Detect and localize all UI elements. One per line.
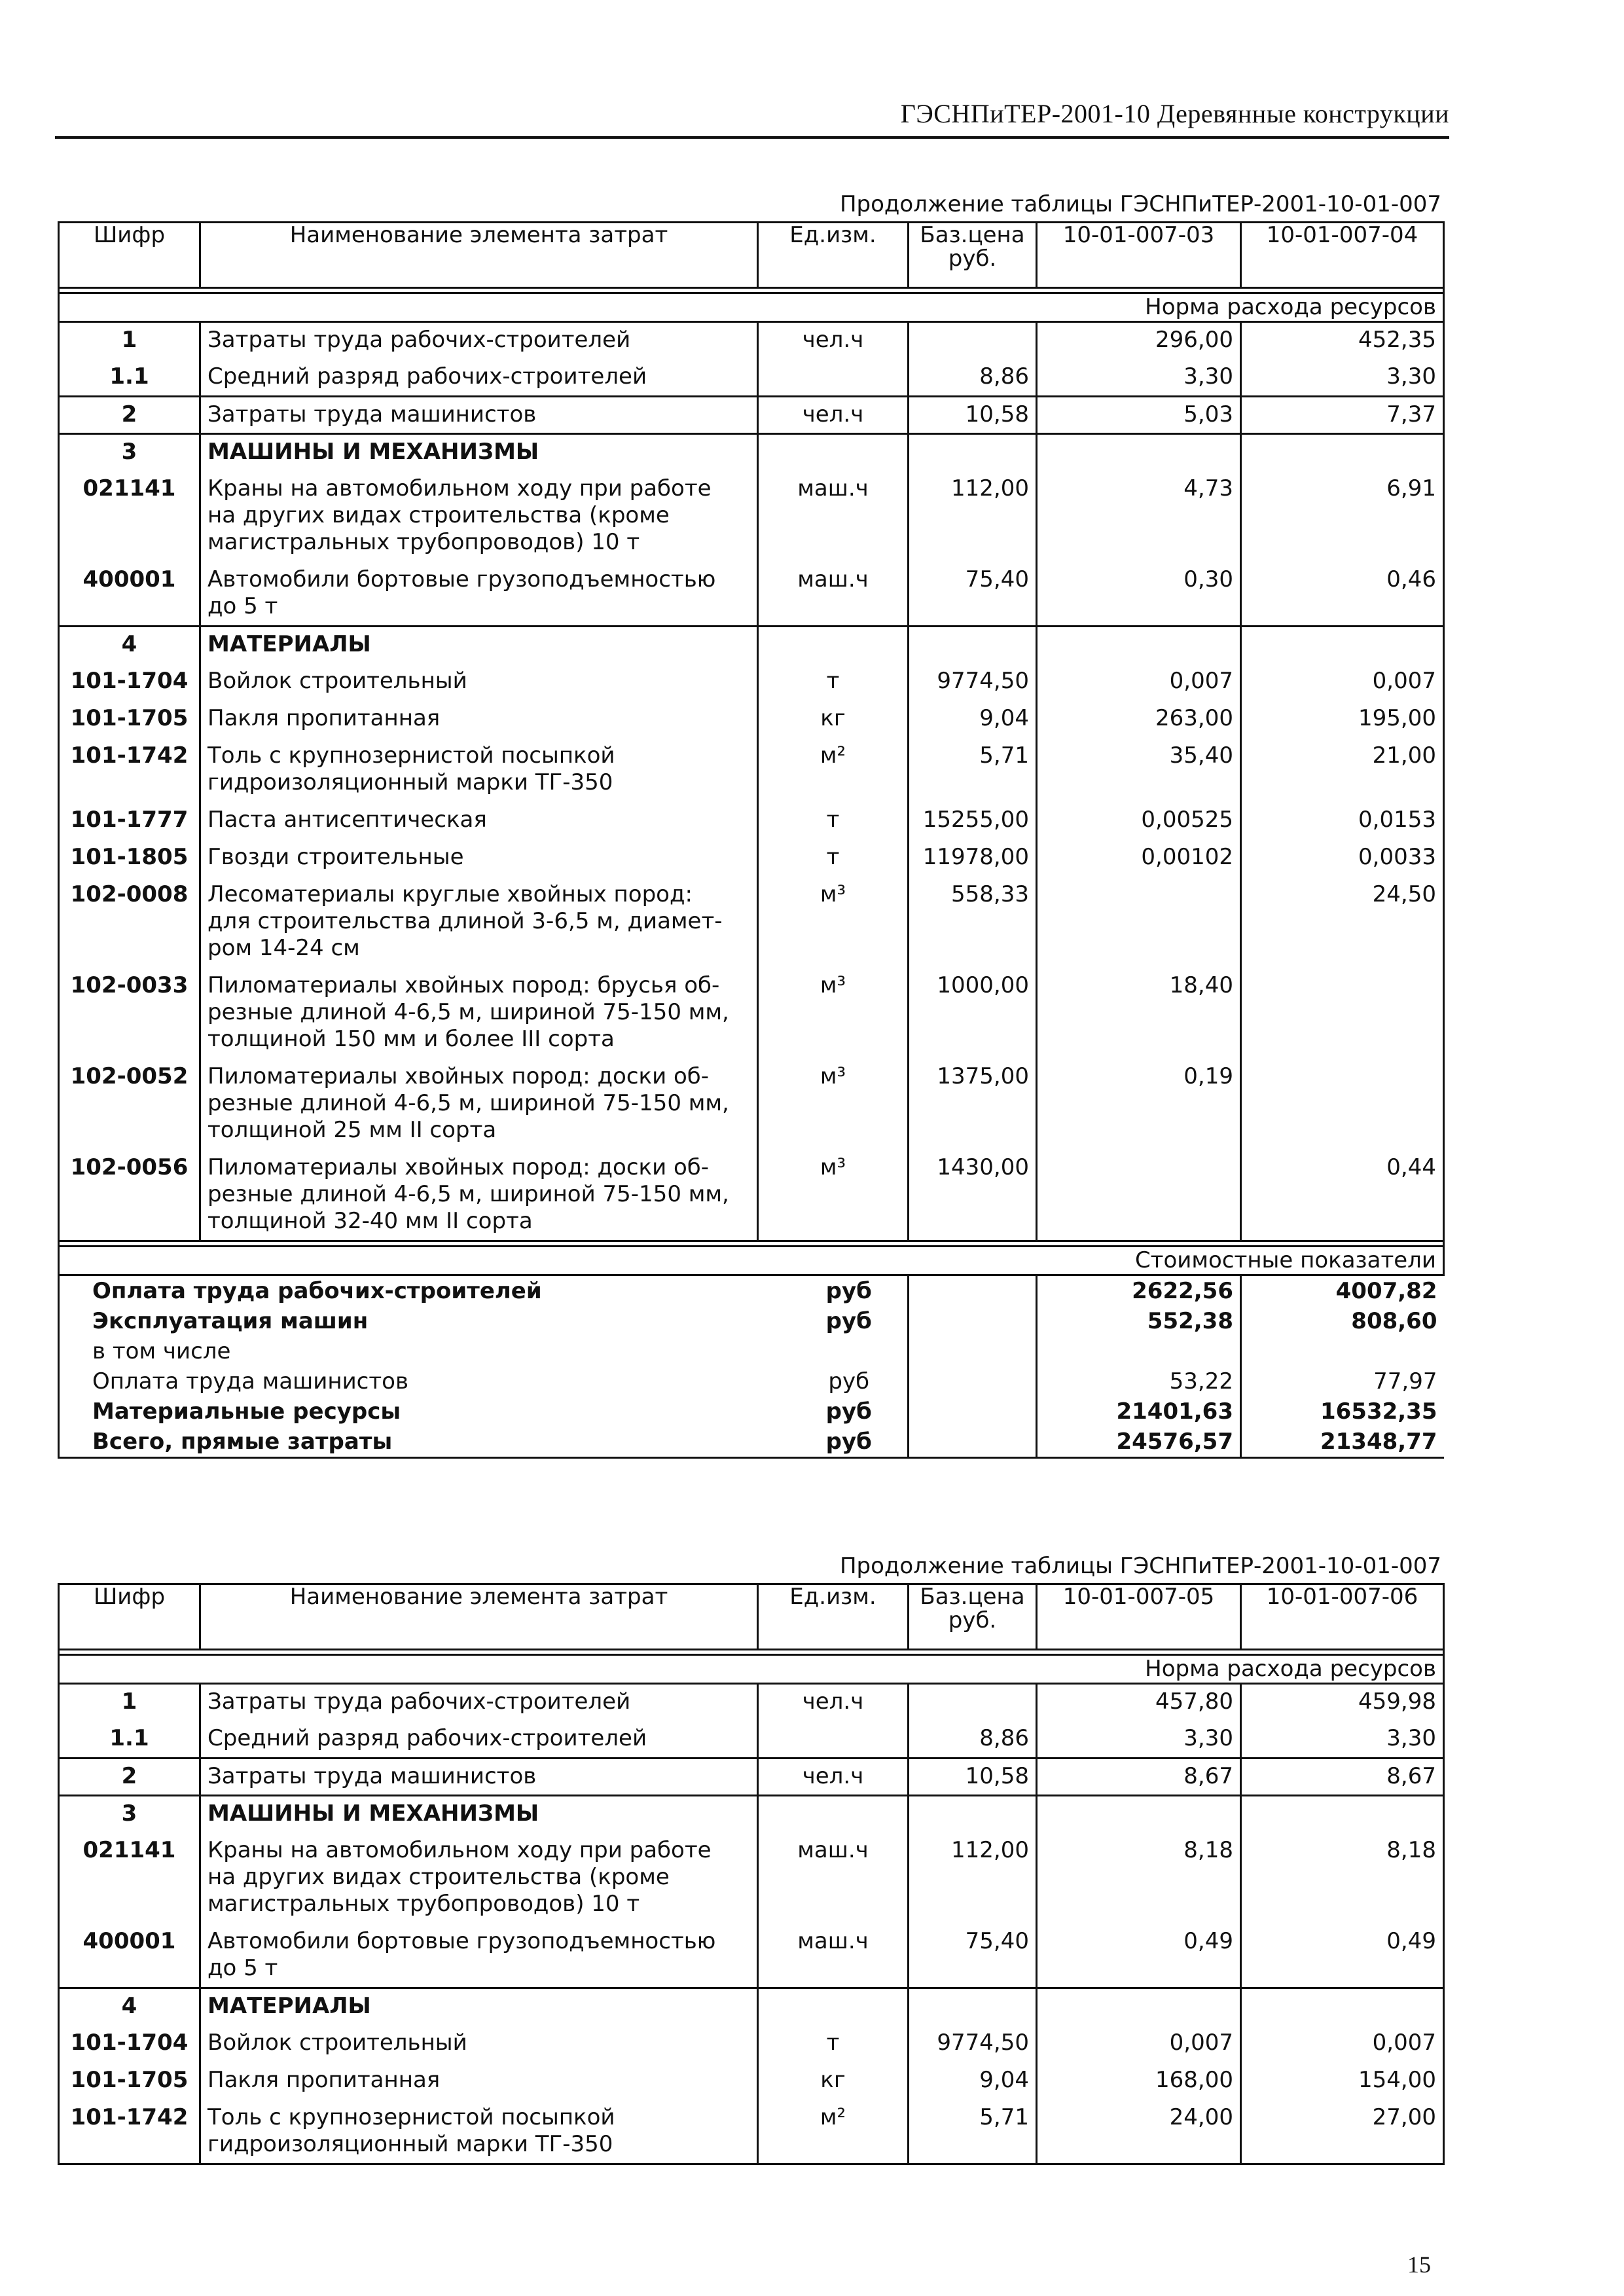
cell-v2: 0,44 bbox=[1241, 1150, 1444, 1241]
cell-price: 75,40 bbox=[909, 1924, 1037, 1988]
cell-v1: 3,30 bbox=[1037, 1721, 1241, 1758]
cell-v2: 0,49 bbox=[1241, 1924, 1444, 1988]
col-header-code: Шифр bbox=[59, 1584, 200, 1650]
cell-price: 112,00 bbox=[909, 471, 1037, 562]
table-row bbox=[59, 1758, 1444, 1796]
cell-name: Войлок строительный bbox=[200, 664, 758, 701]
cell-v1 bbox=[1037, 1796, 1241, 1833]
table-row bbox=[59, 2100, 1444, 2164]
cell-code: 101-1805 bbox=[59, 840, 200, 877]
cell-code: 101-1704 bbox=[59, 2026, 200, 2063]
cell-v1: 18,40 bbox=[1037, 968, 1241, 1059]
cell-code: 102-0033 bbox=[59, 968, 200, 1059]
cell-price bbox=[909, 627, 1037, 664]
cell-name: Пиломатериалы хвойных пород: доски об- резные длиной 4-6,5 м, шириной 75-150 мм, толщиной 32-40 мм II сорта bbox=[200, 1150, 758, 1241]
cell-unit bbox=[758, 1796, 909, 1833]
cell-unit bbox=[758, 434, 909, 471]
cell-unit: чел.ч bbox=[758, 1758, 909, 1796]
table-b bbox=[58, 1583, 1445, 2165]
totals-v1: 21401,63 bbox=[1037, 1396, 1241, 1427]
col-header-v1: 10-01-007-03 bbox=[1037, 223, 1241, 288]
cell-price: 9,04 bbox=[909, 2063, 1037, 2100]
cell-name: Краны на автомобильном ходу при работе на других видах строительства (кроме магистральных трубопроводов) 10 т bbox=[200, 1833, 758, 1924]
totals-unit: руб bbox=[758, 1427, 909, 1458]
cell-v1: 168,00 bbox=[1037, 2063, 1241, 2100]
cell-v2: 8,67 bbox=[1241, 1758, 1444, 1796]
table-row bbox=[59, 1150, 1444, 1241]
totals-row bbox=[59, 1396, 1444, 1427]
col-header-name: Наименование элемента затрат bbox=[200, 223, 758, 288]
table-row bbox=[59, 877, 1444, 968]
cell-v1 bbox=[1037, 1150, 1241, 1241]
col-header-price: Баз.цена руб. bbox=[909, 1584, 1037, 1650]
cell-unit: м³ bbox=[758, 1150, 909, 1241]
totals-v2: 77,97 bbox=[1241, 1366, 1444, 1396]
cell-name: Пиломатериалы хвойных пород: брусья об- резные длиной 4-6,5 м, шириной 75-150 мм, толщиной 150 мм и более III сорта bbox=[200, 968, 758, 1059]
cell-v2 bbox=[1241, 434, 1444, 471]
table-a-norma-row bbox=[59, 293, 1444, 322]
table-row bbox=[59, 434, 1444, 471]
table-row bbox=[59, 2063, 1444, 2100]
cell-name: Автомобили бортовые грузоподъемностью до 5 т bbox=[200, 1924, 758, 1988]
cell-code: 021141 bbox=[59, 471, 200, 562]
totals-label: Материальные ресурсы bbox=[59, 1396, 758, 1427]
cell-v2: 0,007 bbox=[1241, 664, 1444, 701]
totals-price-empty bbox=[909, 1306, 1037, 1336]
totals-label: Оплата труда рабочих-строителей bbox=[59, 1275, 758, 1307]
cell-v1: 0,00525 bbox=[1037, 803, 1241, 840]
totals-v1: 552,38 bbox=[1037, 1306, 1241, 1336]
cell-name: Затраты труда машинистов bbox=[200, 1758, 758, 1796]
cell-v2: 154,00 bbox=[1241, 2063, 1444, 2100]
cell-price: 9,04 bbox=[909, 701, 1037, 738]
cell-unit bbox=[758, 627, 909, 664]
running-title: ГЭСНПиТЕР-2001-10 Деревянные конструкции bbox=[900, 99, 1449, 128]
col-header-unit: Ед.изм. bbox=[758, 1584, 909, 1650]
table-row bbox=[59, 562, 1444, 627]
cell-unit: м² bbox=[758, 738, 909, 803]
cell-v2 bbox=[1241, 1059, 1444, 1150]
cell-price: 9774,50 bbox=[909, 664, 1037, 701]
cell-v2: 24,50 bbox=[1241, 877, 1444, 968]
cell-code: 4 bbox=[59, 1988, 200, 2026]
totals-v2 bbox=[1241, 1336, 1444, 1366]
cell-v1: 0,00102 bbox=[1037, 840, 1241, 877]
cell-v2: 0,007 bbox=[1241, 2026, 1444, 2063]
cell-v2: 21,00 bbox=[1241, 738, 1444, 803]
cell-price bbox=[909, 434, 1037, 471]
cell-name: Пиломатериалы хвойных пород: доски об- резные длиной 4-6,5 м, шириной 75-150 мм, толщиной 25 мм II сорта bbox=[200, 1059, 758, 1150]
table-row bbox=[59, 1684, 1444, 1721]
cell-name: МАТЕРИАЛЫ bbox=[200, 1988, 758, 2026]
table-b-caption: Продолжение таблицы ГЭСНПиТЕР-2001-10-01-007 bbox=[839, 1553, 1441, 1579]
cell-v2: 459,98 bbox=[1241, 1684, 1444, 1721]
table-row bbox=[59, 1924, 1444, 1988]
cell-v2 bbox=[1241, 1796, 1444, 1833]
cell-v1: 296,00 bbox=[1037, 322, 1241, 359]
cell-code: 3 bbox=[59, 1796, 200, 1833]
cell-code: 400001 bbox=[59, 1924, 200, 1988]
cell-name: МАШИНЫ И МЕХАНИЗМЫ bbox=[200, 434, 758, 471]
cell-v2: 3,30 bbox=[1241, 1721, 1444, 1758]
cell-name: Средний разряд рабочих-строителей bbox=[200, 1721, 758, 1758]
totals-v1: 24576,57 bbox=[1037, 1427, 1241, 1458]
totals-label: Эксплуатация машин bbox=[59, 1306, 758, 1336]
cell-name: Лесоматериалы круглые хвойных пород: для строительства длиной 3-6,5 м, диамет- ром 14-24 см bbox=[200, 877, 758, 968]
totals-label: Всего, прямые затраты bbox=[59, 1427, 758, 1458]
cell-code: 2 bbox=[59, 397, 200, 434]
cell-price: 1430,00 bbox=[909, 1150, 1037, 1241]
cost-label: Стоимостные показатели bbox=[59, 1247, 1444, 1275]
totals-v2: 21348,77 bbox=[1241, 1427, 1444, 1458]
cell-v1 bbox=[1037, 434, 1241, 471]
cell-v2: 0,0033 bbox=[1241, 840, 1444, 877]
cell-price bbox=[909, 322, 1037, 359]
totals-unit bbox=[758, 1336, 909, 1366]
cell-name: Средний разряд рабочих-строителей bbox=[200, 359, 758, 397]
table-row bbox=[59, 322, 1444, 359]
page-number: 15 bbox=[1407, 2251, 1431, 2278]
cell-v2: 6,91 bbox=[1241, 471, 1444, 562]
cell-v1: 0,007 bbox=[1037, 2026, 1241, 2063]
table-row bbox=[59, 701, 1444, 738]
table-row bbox=[59, 664, 1444, 701]
cell-unit: маш.ч bbox=[758, 1833, 909, 1924]
totals-v1 bbox=[1037, 1336, 1241, 1366]
cell-v1: 0,19 bbox=[1037, 1059, 1241, 1150]
table-row bbox=[59, 968, 1444, 1059]
cell-price: 8,86 bbox=[909, 359, 1037, 397]
cell-price: 5,71 bbox=[909, 738, 1037, 803]
table-row bbox=[59, 359, 1444, 397]
cell-unit bbox=[758, 1721, 909, 1758]
cell-price bbox=[909, 1796, 1037, 1833]
cell-price: 1000,00 bbox=[909, 968, 1037, 1059]
table-row bbox=[59, 840, 1444, 877]
totals-price-empty bbox=[909, 1366, 1037, 1396]
cell-v1 bbox=[1037, 627, 1241, 664]
col-header-name: Наименование элемента затрат bbox=[200, 1584, 758, 1650]
cell-unit: чел.ч bbox=[758, 322, 909, 359]
cell-unit: м³ bbox=[758, 968, 909, 1059]
cell-code: 1.1 bbox=[59, 1721, 200, 1758]
cell-v2: 195,00 bbox=[1241, 701, 1444, 738]
col-header-code: Шифр bbox=[59, 223, 200, 288]
totals-price-empty bbox=[909, 1336, 1037, 1366]
cell-unit: чел.ч bbox=[758, 397, 909, 434]
cell-unit: чел.ч bbox=[758, 1684, 909, 1721]
cell-unit: маш.ч bbox=[758, 562, 909, 627]
totals-unit: руб bbox=[825, 1278, 872, 1304]
cell-v2: 8,18 bbox=[1241, 1833, 1444, 1924]
totals-unit: руб bbox=[825, 1308, 872, 1334]
cell-code: 1 bbox=[59, 322, 200, 359]
cell-price: 15255,00 bbox=[909, 803, 1037, 840]
cell-code: 4 bbox=[59, 627, 200, 664]
table-row bbox=[59, 2026, 1444, 2063]
cell-unit bbox=[758, 1988, 909, 2026]
cell-price: 10,58 bbox=[909, 1758, 1037, 1796]
cell-code: 400001 bbox=[59, 562, 200, 627]
cell-price: 9774,50 bbox=[909, 2026, 1037, 2063]
cell-v1 bbox=[1037, 1988, 1241, 2026]
table-row bbox=[59, 1988, 1444, 2026]
cell-unit: м³ bbox=[758, 1059, 909, 1150]
cell-v1: 8,67 bbox=[1037, 1758, 1241, 1796]
cell-price: 5,71 bbox=[909, 2100, 1037, 2164]
cell-code: 1 bbox=[59, 1684, 200, 1721]
cell-name: Затраты труда рабочих-строителей bbox=[200, 1684, 758, 1721]
cell-unit: маш.ч bbox=[758, 471, 909, 562]
cell-v1: 5,03 bbox=[1037, 397, 1241, 434]
cell-unit: м² bbox=[758, 2100, 909, 2164]
table-row bbox=[59, 803, 1444, 840]
cell-v2: 3,30 bbox=[1241, 359, 1444, 397]
norma-label: Норма расхода ресурсов bbox=[59, 1655, 1444, 1684]
cell-name: Войлок строительный bbox=[200, 2026, 758, 2063]
totals-price-empty bbox=[909, 1427, 1037, 1458]
cell-code: 3 bbox=[59, 434, 200, 471]
totals-price-empty bbox=[909, 1275, 1037, 1307]
cell-v1: 35,40 bbox=[1037, 738, 1241, 803]
totals-row bbox=[59, 1366, 1444, 1396]
cell-name: Пакля пропитанная bbox=[200, 701, 758, 738]
col-header-v2: 10-01-007-06 bbox=[1241, 1584, 1444, 1650]
table-a-header-row bbox=[59, 223, 1444, 288]
table-row bbox=[59, 397, 1444, 434]
cell-v2 bbox=[1241, 627, 1444, 664]
cell-price: 8,86 bbox=[909, 1721, 1037, 1758]
cell-price: 10,58 bbox=[909, 397, 1037, 434]
table-row bbox=[59, 1796, 1444, 1833]
cell-code: 101-1742 bbox=[59, 2100, 200, 2164]
cell-unit: т bbox=[758, 664, 909, 701]
cell-name: Краны на автомобильном ходу при работе на других видах строительства (кроме магистральных трубопроводов) 10 т bbox=[200, 471, 758, 562]
cell-v1: 8,18 bbox=[1037, 1833, 1241, 1924]
table-a-caption: Продолжение таблицы ГЭСНПиТЕР-2001-10-01-007 bbox=[839, 191, 1441, 217]
cell-code: 102-0052 bbox=[59, 1059, 200, 1150]
cell-v1: 3,30 bbox=[1037, 359, 1241, 397]
cell-price: 112,00 bbox=[909, 1833, 1037, 1924]
cell-v2: 452,35 bbox=[1241, 322, 1444, 359]
col-header-unit: Ед.изм. bbox=[758, 223, 909, 288]
cell-price bbox=[909, 1988, 1037, 2026]
cell-v1: 0,30 bbox=[1037, 562, 1241, 627]
cell-price bbox=[909, 1684, 1037, 1721]
totals-row bbox=[59, 1336, 1444, 1366]
cell-v2: 27,00 bbox=[1241, 2100, 1444, 2164]
cell-v1: 457,80 bbox=[1037, 1684, 1241, 1721]
table-row bbox=[59, 1833, 1444, 1924]
cell-price: 75,40 bbox=[909, 562, 1037, 627]
totals-v2: 808,60 bbox=[1241, 1306, 1444, 1336]
cell-name: Пакля пропитанная bbox=[200, 2063, 758, 2100]
totals-row bbox=[59, 1275, 1444, 1307]
cell-unit: т bbox=[758, 840, 909, 877]
cell-unit: кг bbox=[758, 701, 909, 738]
cell-code: 021141 bbox=[59, 1833, 200, 1924]
cell-name: МАШИНЫ И МЕХАНИЗМЫ bbox=[200, 1796, 758, 1833]
norma-label: Норма расхода ресурсов bbox=[59, 293, 1444, 322]
cell-code: 102-0008 bbox=[59, 877, 200, 968]
cell-name: Затраты труда машинистов bbox=[200, 397, 758, 434]
cell-name: Автомобили бортовые грузоподъемностью до 5 т bbox=[200, 562, 758, 627]
cell-unit: м³ bbox=[758, 877, 909, 968]
cell-unit bbox=[758, 359, 909, 397]
cell-v1: 0,007 bbox=[1037, 664, 1241, 701]
table-row bbox=[59, 471, 1444, 562]
cell-v2: 7,37 bbox=[1241, 397, 1444, 434]
table-row bbox=[59, 738, 1444, 803]
cell-price: 1375,00 bbox=[909, 1059, 1037, 1150]
table-b-norma-row bbox=[59, 1655, 1444, 1684]
totals-row bbox=[59, 1306, 1444, 1336]
cell-code: 102-0056 bbox=[59, 1150, 200, 1241]
totals-v2: 4007,82 bbox=[1241, 1275, 1444, 1307]
totals-v1: 53,22 bbox=[1037, 1366, 1241, 1396]
cell-unit: т bbox=[758, 803, 909, 840]
cell-code: 101-1704 bbox=[59, 664, 200, 701]
col-header-v1: 10-01-007-05 bbox=[1037, 1584, 1241, 1650]
cell-unit: маш.ч bbox=[758, 1924, 909, 1988]
col-header-v2: 10-01-007-04 bbox=[1241, 223, 1444, 288]
cell-v1: 0,49 bbox=[1037, 1924, 1241, 1988]
totals-price-empty bbox=[909, 1396, 1037, 1427]
totals-v2: 16532,35 bbox=[1241, 1396, 1444, 1427]
totals-label: Оплата труда машинистов bbox=[59, 1366, 758, 1396]
cell-name: Затраты труда рабочих-строителей bbox=[200, 322, 758, 359]
cell-v1 bbox=[1037, 877, 1241, 968]
cell-name: Паста антисептическая bbox=[200, 803, 758, 840]
cell-v1: 24,00 bbox=[1037, 2100, 1241, 2164]
col-header-price: Баз.цена руб. bbox=[909, 223, 1037, 288]
table-a-cost-row bbox=[59, 1247, 1444, 1275]
header-rule bbox=[55, 136, 1449, 139]
cell-code: 1.1 bbox=[59, 359, 200, 397]
cell-name: Толь с крупнозернистой посыпкой гидроизоляционный марки ТГ-350 bbox=[200, 738, 758, 803]
cell-name: МАТЕРИАЛЫ bbox=[200, 627, 758, 664]
cell-name: Гвозди строительные bbox=[200, 840, 758, 877]
cell-unit: кг bbox=[758, 2063, 909, 2100]
cell-price: 11978,00 bbox=[909, 840, 1037, 877]
totals-v1: 2622,56 bbox=[1037, 1275, 1241, 1307]
cell-v2 bbox=[1241, 968, 1444, 1059]
table-a bbox=[58, 221, 1445, 1459]
table-row bbox=[59, 1059, 1444, 1150]
table-b-header-row bbox=[59, 1584, 1444, 1650]
cell-v2: 0,46 bbox=[1241, 562, 1444, 627]
cell-v1: 4,73 bbox=[1037, 471, 1241, 562]
cell-v2: 0,0153 bbox=[1241, 803, 1444, 840]
table-row bbox=[59, 1721, 1444, 1758]
cell-v2 bbox=[1241, 1988, 1444, 2026]
cell-code: 101-1705 bbox=[59, 2063, 200, 2100]
cell-code: 101-1777 bbox=[59, 803, 200, 840]
totals-label: в том числе bbox=[59, 1336, 758, 1366]
totals-unit: руб bbox=[828, 1368, 870, 1394]
cell-code: 101-1742 bbox=[59, 738, 200, 803]
cell-unit: т bbox=[758, 2026, 909, 2063]
cell-code: 2 bbox=[59, 1758, 200, 1796]
cell-code: 101-1705 bbox=[59, 701, 200, 738]
cell-name: Толь с крупнозернистой посыпкой гидроизоляционный марки ТГ-350 bbox=[200, 2100, 758, 2164]
cell-v1: 263,00 bbox=[1037, 701, 1241, 738]
table-row bbox=[59, 627, 1444, 664]
totals-row bbox=[59, 1427, 1444, 1458]
totals-unit: руб bbox=[825, 1398, 872, 1425]
cell-price: 558,33 bbox=[909, 877, 1037, 968]
